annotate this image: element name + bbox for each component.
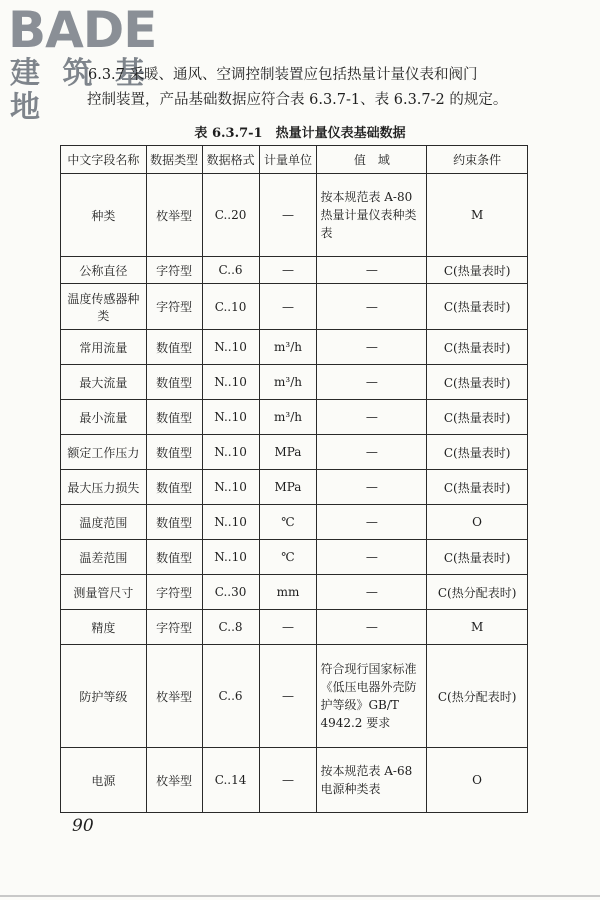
cell-domain: — — [317, 610, 427, 645]
data-table — [60, 145, 528, 813]
cell-unit: — — [259, 257, 317, 284]
cell-unit: ℃ — [259, 505, 317, 540]
cell-name: 温差范围 — [61, 540, 147, 575]
cell-type: 字符型 — [146, 284, 202, 330]
cell-name: 温度范围 — [61, 505, 147, 540]
cell-format: N..10 — [202, 330, 259, 365]
header-domain: 值 域 — [317, 146, 427, 174]
cell-name: 额定工作压力 — [61, 435, 147, 470]
cell-constraint: C(热分配表时) — [427, 645, 528, 748]
cell-type: 数值型 — [146, 365, 202, 400]
page-bottom-rule — [0, 895, 600, 897]
header-unit: 计量单位 — [259, 146, 317, 174]
table-row — [61, 610, 528, 645]
cell-type: 字符型 — [146, 575, 202, 610]
cell-format: N..10 — [202, 400, 259, 435]
cell-domain: — — [317, 365, 427, 400]
cell-name: 常用流量 — [61, 330, 147, 365]
table-row — [61, 748, 528, 813]
cell-domain: — — [317, 330, 427, 365]
cell-unit: mm — [259, 575, 317, 610]
cell-type: 数值型 — [146, 470, 202, 505]
cell-format: C..14 — [202, 748, 259, 813]
cell-unit: — — [259, 610, 317, 645]
cell-domain: — — [317, 435, 427, 470]
cell-constraint: C(热量表时) — [427, 540, 528, 575]
cell-unit: MPa — [259, 435, 317, 470]
cell-name: 种类 — [61, 174, 147, 257]
cell-format: C..6 — [202, 645, 259, 748]
cell-constraint: C(热量表时) — [427, 470, 528, 505]
page-number: 90 — [72, 816, 94, 836]
table-row — [61, 435, 528, 470]
cell-constraint: M — [427, 610, 528, 645]
cell-domain: 符合现行国家标准《低压电器外壳防护等级》GB/T 4942.2 要求 — [317, 645, 427, 748]
cell-unit: m³/h — [259, 365, 317, 400]
cell-constraint: C(热量表时) — [427, 330, 528, 365]
logo-brand: BADE — [8, 1, 157, 59]
cell-name: 精度 — [61, 610, 147, 645]
cell-domain: — — [317, 540, 427, 575]
cell-unit: — — [259, 748, 317, 813]
cell-name: 最大压力损失 — [61, 470, 147, 505]
cell-unit: m³/h — [259, 330, 317, 365]
cell-name: 最小流量 — [61, 400, 147, 435]
cell-unit: MPa — [259, 470, 317, 505]
cell-domain: — — [317, 575, 427, 610]
table-header-row — [61, 146, 528, 174]
cell-type: 数值型 — [146, 505, 202, 540]
cell-format: N..10 — [202, 505, 259, 540]
cell-domain: — — [317, 470, 427, 505]
table-row — [61, 365, 528, 400]
cell-format: N..10 — [202, 365, 259, 400]
cell-domain: — — [317, 257, 427, 284]
cell-name: 电源 — [61, 748, 147, 813]
cell-unit: — — [259, 645, 317, 748]
cell-format: C..10 — [202, 284, 259, 330]
cell-domain: — — [317, 505, 427, 540]
table-row — [61, 330, 528, 365]
cell-constraint: M — [427, 174, 528, 257]
table-row — [61, 470, 528, 505]
table-row — [61, 257, 528, 284]
cell-format: N..10 — [202, 470, 259, 505]
cell-type: 数值型 — [146, 330, 202, 365]
table-row — [61, 174, 528, 257]
intro-line-1: 6.3.7 采暖、通风、空调控制装置应包括热量计量仪表和阀门 — [88, 67, 478, 83]
cell-name: 防护等级 — [61, 645, 147, 748]
cell-name: 公称直径 — [61, 257, 147, 284]
cell-unit: — — [259, 284, 317, 330]
cell-name: 温度传感器种类 — [61, 284, 147, 330]
cell-format: C..20 — [202, 174, 259, 257]
cell-name: 最大流量 — [61, 365, 147, 400]
cell-constraint: C(热量表时) — [427, 284, 528, 330]
cell-format: N..10 — [202, 435, 259, 470]
intro-paragraph — [88, 62, 583, 88]
cell-type: 数值型 — [146, 540, 202, 575]
header-constraint: 约束条件 — [427, 146, 528, 174]
cell-type: 枚举型 — [146, 645, 202, 748]
cell-unit: m³/h — [259, 400, 317, 435]
table-row — [61, 540, 528, 575]
cell-type: 枚举型 — [146, 174, 202, 257]
cell-type: 字符型 — [146, 257, 202, 284]
header-type: 数据类型 — [146, 146, 202, 174]
cell-name: 测量管尺寸 — [61, 575, 147, 610]
table-row — [61, 284, 528, 330]
cell-type: 字符型 — [146, 610, 202, 645]
cell-type: 枚举型 — [146, 748, 202, 813]
cell-constraint: C(热量表时) — [427, 435, 528, 470]
cell-constraint: C(热量表时) — [427, 257, 528, 284]
cell-unit: — — [259, 174, 317, 257]
table-row — [61, 400, 528, 435]
cell-constraint: C(热量表时) — [427, 400, 528, 435]
table-row — [61, 575, 528, 610]
cell-type: 数值型 — [146, 400, 202, 435]
table-row — [61, 645, 528, 748]
cell-format: N..10 — [202, 540, 259, 575]
logo-cn-text: 建 筑 基 地 — [10, 56, 151, 125]
table-row — [61, 505, 528, 540]
cell-domain: 按本规范表 A-80 热量计量仪表种类表 — [317, 174, 427, 257]
header-name: 中文字段名称 — [61, 146, 147, 174]
cell-domain: — — [317, 400, 427, 435]
cell-constraint: C(热量表时) — [427, 365, 528, 400]
cell-constraint: O — [427, 505, 528, 540]
intro-line-2: 控制装置，产品基础数据应符合表 6.3.7-1、表 6.3.7-2 的规定。 — [87, 92, 508, 108]
cell-type: 数值型 — [146, 435, 202, 470]
cell-constraint: C(热分配表时) — [427, 575, 528, 610]
cell-unit: ℃ — [259, 540, 317, 575]
cell-format: C..8 — [202, 610, 259, 645]
header-format: 数据格式 — [202, 146, 259, 174]
cell-format: C..30 — [202, 575, 259, 610]
cell-domain: 按本规范表 A-68 电源种类表 — [317, 748, 427, 813]
cell-format: C..6 — [202, 257, 259, 284]
table-title: 表 6.3.7-1 热量计量仪表基础数据 — [194, 126, 406, 141]
cell-constraint: O — [427, 748, 528, 813]
cell-domain: — — [317, 284, 427, 330]
